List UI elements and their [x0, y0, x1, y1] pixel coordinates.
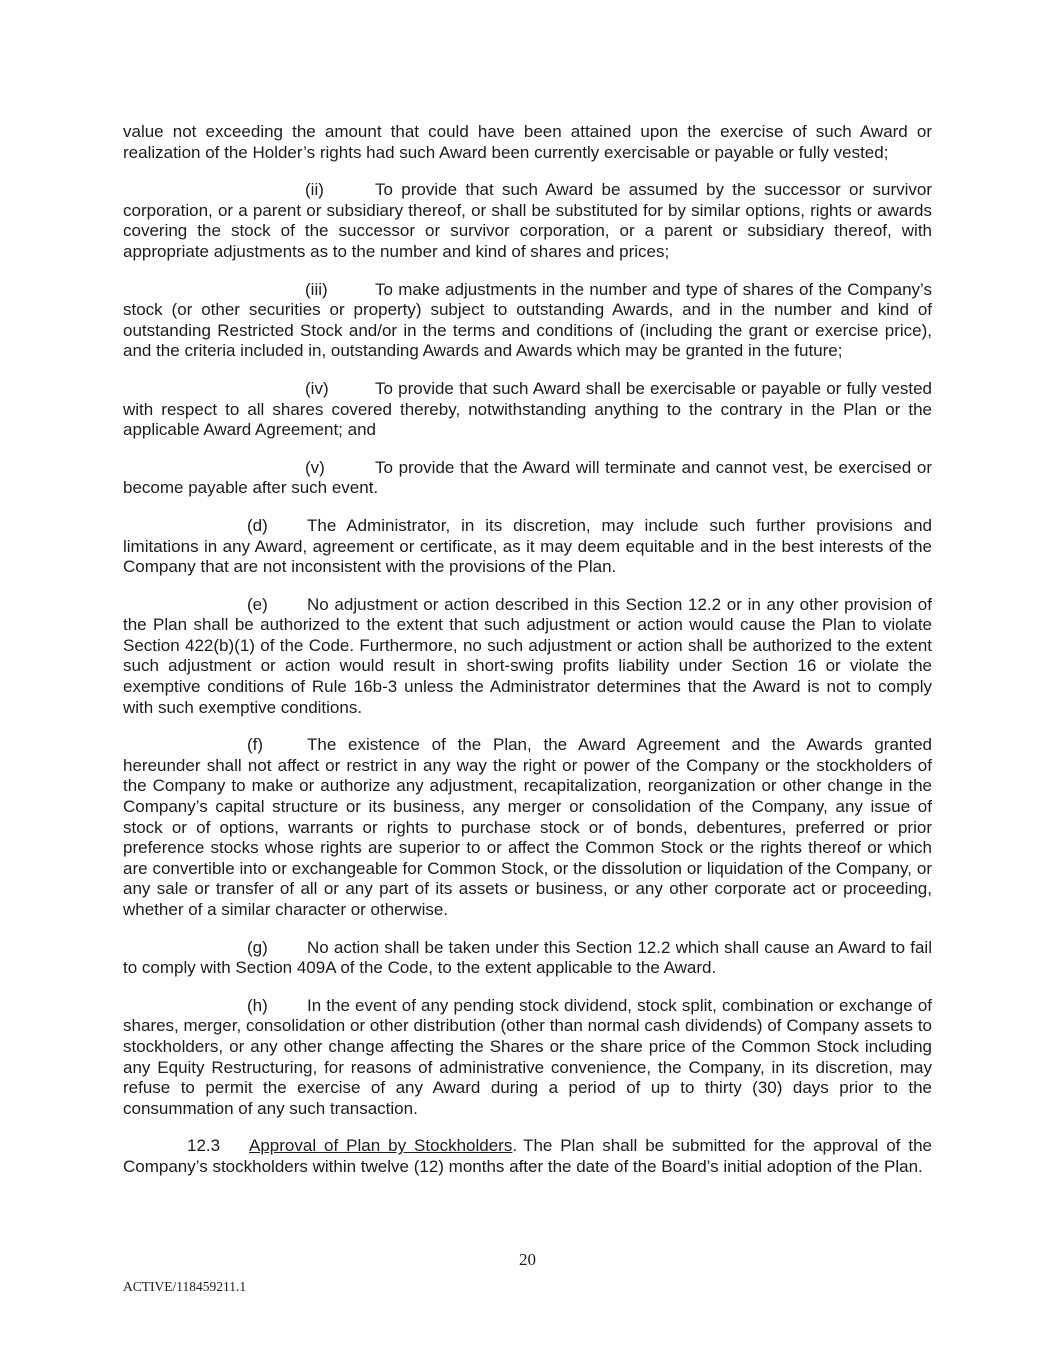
paragraph-text: The existence of the Plan, the Award Agreement and the Awards granted hereunder shall not affect or restrict in any way the right or power of the Company or the stockholders of the Company to make or authorize any adjustment, recapitalization, reorganization or other change in the Company’s capital structure or its business, any merger or consolidation of the Company, any issue of stock or of options, warrants or rights to purchase stock or of bonds, debentures, preferred or prior preference stocks whose rights are superior to or affect the Common Stock or the rights thereof or which are convertible into or exchangeable for Common Stock, or the dissolution or liquidation of the Company, or any sale or transfer of all or any part of its assets or business, or any other corporate act or proceeding, whether of a similar character or otherwise. [123, 735, 932, 919]
paragraph-label: (v) [305, 457, 325, 477]
paragraph-text: To make adjustments in the number and type of shares of the Company’s stock (or other securities or property) subject to outstanding Awards, and in the number and kind of outstanding Restricted Stock and/or in the terms and conditions of (including the grant or exercise price), and the criteria included in, outstanding Awards and Awards which may be granted in the future; [123, 279, 932, 361]
paragraph-text: In the event of any pending stock dividend, stock split, combination or exchange of shares, merger, consolidation or other distribution (other than normal cash dividends) of Company assets to stockholders, or any other change affecting the Shares or the share price of the Common Stock including any Equity Restructuring, for reasons of administrative convenience, the Company, in its discretion, may refuse to permit the exercise of any Award during a period of up to thirty (30) days prior to the consummation of any such transaction. [123, 995, 932, 1118]
paragraph-e [123, 595, 932, 719]
paragraph-v [123, 458, 932, 499]
paragraph-text: The Administrator, in its discretion, may include such further provisions and limitations in any Award, agreement or certificate, as it may deem equitable and in the best interests of the Company that are not inconsistent with the provisions of the Plan. [123, 515, 932, 577]
section-number: 12.3 [187, 1136, 221, 1156]
paragraph-label: (h) [247, 995, 268, 1015]
paragraph-f [123, 735, 932, 920]
section-heading-period: . [512, 1136, 518, 1156]
paragraph-text: To provide that the Award will terminate and cannot vest, be exercised or become payable after such event. [123, 457, 932, 498]
paragraph-label: (e) [247, 594, 268, 614]
paragraph-h [123, 996, 932, 1120]
paragraph-continuation [123, 122, 932, 163]
document-id-footer: ACTIVE/118459211.1 [123, 1279, 247, 1294]
paragraph-label: (ii) [305, 180, 324, 200]
paragraph-text: To provide that such Award shall be exercisable or payable or fully vested with respect to all shares covered thereby, notwithstanding anything to the contrary in the Plan or the applicable Award Agreement; and [123, 378, 932, 440]
paragraph-ii [123, 180, 932, 262]
page-number: 20 [519, 1250, 536, 1269]
paragraph-text: No adjustment or action described in this Section 12.2 or in any other provision of the Plan shall be authorized to the extent that such adjustment or action would cause the Plan to violate Section 422(b)(1) of the Code. Furthermore, no such adjustment or action shall be authorized to the extent such adjustment or action would result in short-swing profits liability under Section 16 or violate the exemptive conditions of Rule 16b-3 unless the Administrator determines that the Award is not to comply with such exemptive conditions. [123, 594, 932, 717]
paragraph-label: (iv) [305, 378, 329, 398]
paragraph-label: (iii) [305, 279, 328, 299]
paragraph-label: (d) [247, 515, 268, 535]
section-heading: Approval of Plan by Stockholders [249, 1136, 513, 1156]
paragraph-g [123, 938, 932, 979]
paragraph-iii [123, 280, 932, 362]
paragraph-text: value not exceeding the amount that could have been attained upon the exercise of such Award or realization of the Holder’s rights had such Award been currently exercisable or payable or fully vested; [123, 122, 932, 162]
section-text: The Plan shall be submitted for the approval of the Company’s stockholders within twelve (12) months after the date of the Board’s initial adoption of the Plan. [123, 1136, 932, 1176]
paragraph-label: (f) [247, 735, 264, 755]
paragraph-label: (g) [247, 937, 268, 957]
paragraph-iv [123, 379, 932, 441]
paragraph-text: To provide that such Award be assumed by the successor or survivor corporation, or a parent or subsidiary thereof, or shall be substituted for by similar options, rights or awards covering the stock of the successor or survivor corporation, or a parent or subsidiary thereof, with appropriate adjustments as to the number and kind of shares and prices; [123, 180, 932, 261]
paragraph-d [123, 516, 932, 578]
paragraph-text: No action shall be taken under this Section 12.2 which shall cause an Award to fail to comply with Section 409A of the Code, to the extent applicable to the Award. [123, 937, 932, 978]
section-12-3 [123, 1136, 932, 1177]
